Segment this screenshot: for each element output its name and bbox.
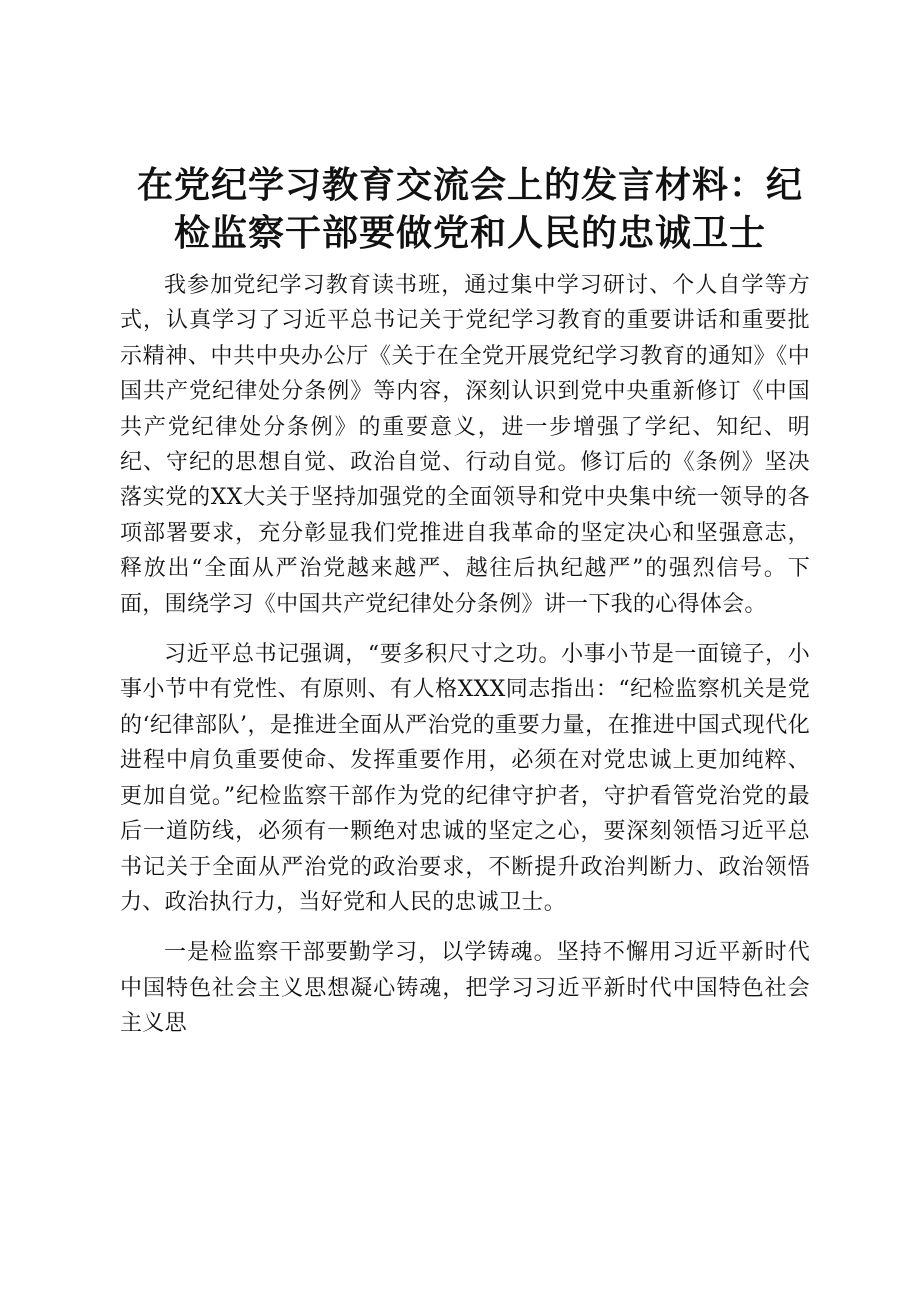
paragraph-loyalty: 习近平总书记强调，“要多积尺寸之功。小事小节是一面镜子，小事小节中有党性、有原则、有人格XXX同志指出：“纪检监察机关是党的‘纪律部队’，是推进全面从严治党的重要力量，在推进中国式现代化进程中肩负重要使命、发挥重要作用，必须在对党忠诚上更加纯粹、更加自觉。”纪检监察干部作为党的纪律守护者，守护看管党治党的最后一道防线，必须有一颗绝对忠诚的坚定之心，要深刻领悟习近平总书记关于全面从严治党的政治要求，不断提升政治判断力、政治领悟力、政治执行力，当好党和人民的忠诚卫士。 [120,642,810,915]
document-title: 在党纪学习教育交流会上的发言材料：纪检监察干部要做党和人民的忠诚卫士 [136,165,803,254]
paragraph-intro: 我参加党纪学习教育读书班，通过集中学习研讨、个人自学等方式，认真学习了习近平总书记关于党纪学习教育的重要讲话和重要批示精神、中共中央办公厅《关于在全党开展党纪学习教育的通知》《中国共产党纪律处分条例》等内容，深刻认识到党中央重新修订《中国共产党纪律处分条例》的重要意义，进一步增强了学纪、知纪、明纪、守纪的思想自觉、政治自觉、行动自觉。修订后的《条例》坚决落实党的XX大关于坚持加强党的全面领导和党中央集中统一领导的各项部署要求，充分彰显我们党推进自我革命的坚定决心和坚强意志，释放出“全面从严治党越来越严、越往后执纪越严”的强烈信号。下面，围绕学习《中国共产党纪律处分条例》讲一下我的心得体会。 [120,273,810,617]
paragraph-point-one: 一是检监察干部要勤学习，以学铸魂。坚持不懈用习近平新时代中国特色社会主义思想凝心铸魂，把学习习近平新时代中国特色社会主义思 [120,940,810,1037]
document-body [120,268,810,1057]
